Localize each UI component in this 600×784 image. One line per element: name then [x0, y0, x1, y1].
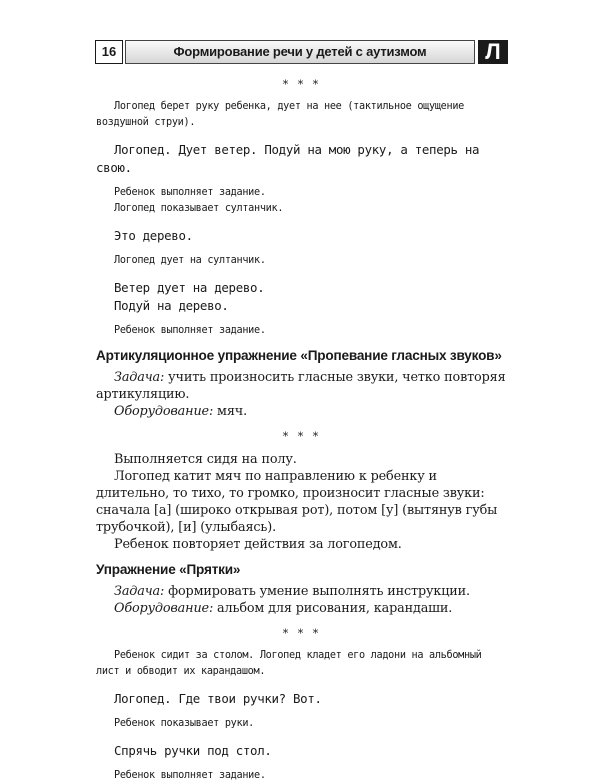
- task-text: формировать умение выполнять инструкции.: [168, 584, 470, 599]
- page-number: 16: [95, 40, 123, 64]
- stage-direction: Ребенок выполняет задание.: [114, 770, 266, 781]
- section-separator: * * *: [282, 627, 322, 640]
- stage-direction: Логопед показывает султанчик.: [114, 203, 284, 214]
- body-paragraph: Выполняется сидя на полу.: [114, 452, 297, 467]
- section-separator: * * *: [282, 430, 322, 443]
- exercise-heading: Артикуляционное упражнение «Пропевание гласных звуков»: [96, 348, 502, 363]
- dialogue-line: Логопед. Где твои ручки? Вот.: [114, 691, 322, 706]
- equipment-text: мяч.: [217, 404, 248, 419]
- stage-direction: Ребенок показывает руки.: [114, 718, 255, 729]
- publisher-logo: Л: [478, 40, 508, 64]
- task-text: учить произносить гласные звуки, четко повторяя артикуляцию.: [96, 370, 506, 402]
- section-separator: * * *: [282, 78, 322, 91]
- equipment-label: Оборудование:: [114, 404, 214, 419]
- equipment-text: альбом для рисования, карандаши.: [217, 601, 453, 616]
- page-header: [95, 40, 509, 64]
- body-paragraph: Ребенок повторяет действия за логопедом.: [114, 537, 402, 552]
- exercise-heading: Упражнение «Прятки»: [96, 562, 241, 577]
- task-label: Задача:: [114, 370, 165, 385]
- page-content: [96, 78, 508, 784]
- exercise-task: [96, 369, 508, 403]
- stage-direction: Ребенок выполняет задание.: [114, 325, 266, 336]
- body-paragraph: Логопед катит мяч по направлению к ребенку и длительно, то тихо, то громко, произносит гласные звуки: сначала [а] (широко открывая рот), потом [у] (вытянув губы трубочкой), [и] (улыбаясь).: [96, 469, 498, 535]
- dialogue-line: Подуй на дерево.: [114, 298, 229, 313]
- task-label: Задача:: [114, 584, 165, 599]
- stage-direction: Ребенок выполняет задание.: [114, 187, 266, 198]
- exercise-equipment: [96, 600, 508, 617]
- dialogue-line: Спрячь ручки под стол.: [114, 743, 272, 758]
- dialogue-line: Это дерево.: [114, 228, 193, 243]
- dialogue-line: Ветер дует на дерево.: [114, 280, 265, 295]
- stage-direction: Логопед дует на султанчик.: [114, 255, 266, 266]
- exercise-task: [96, 583, 508, 600]
- stage-direction: Ребенок сидит за столом. Логопед кладет его ладони на альбомный лист и обводит их карандашом.: [96, 650, 482, 677]
- running-title: Формирование речи у детей с аутизмом: [125, 40, 475, 64]
- equipment-label: Оборудование:: [114, 601, 214, 616]
- stage-direction: Логопед берет руку ребенка, дует на нее (тактильное ощущение воздушной струи).: [96, 101, 465, 128]
- dialogue-line: Логопед. Дует ветер. Подуй на мою руку, а теперь на свою.: [96, 142, 480, 175]
- exercise-equipment: [96, 403, 508, 420]
